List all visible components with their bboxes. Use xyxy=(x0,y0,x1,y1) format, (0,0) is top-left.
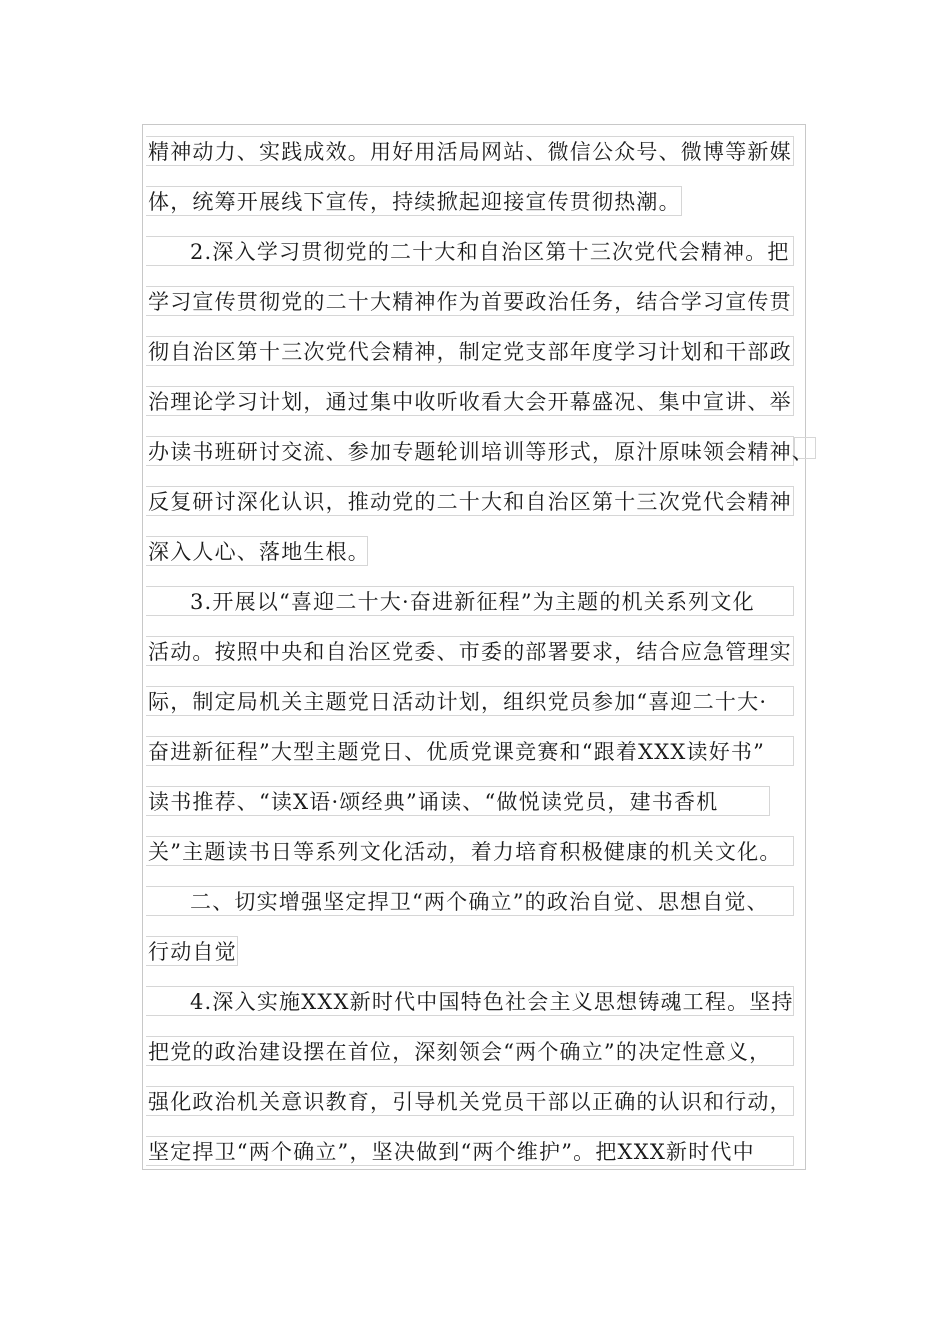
paragraph-start-line: 2.深入学习贯彻党的二十大和自治区第十三次党代会精神。把 xyxy=(146,236,794,266)
text-line: 彻自治区第十三次党代会精神，制定党支部年度学习计划和干部政 xyxy=(146,336,794,366)
text-line: 读书推荐、“读X语·颂经典”诵读、“做悦读党员，建书香机 xyxy=(146,786,770,816)
text-line: 精神动力、实践成效。用好用活局网站、微信公众号、微博等新媒 xyxy=(146,136,794,166)
text-line: 深入人心、落地生根。 xyxy=(146,536,368,566)
text-line: 奋进新征程”大型主题党日、优质党课竞赛和“跟着XXX读好书” xyxy=(146,736,794,766)
text-line: 体，统筹开展线下宣传，持续掀起迎接宣传贯彻热潮。 xyxy=(146,186,682,216)
text-line: 关”主题读书日等系列文化活动，着力培育积极健康的机关文化。 xyxy=(146,836,794,866)
paragraph-start-line: 3.开展以“喜迎二十大·奋进新征程”为主题的机关系列文化 xyxy=(146,586,794,616)
section-heading-line: 二、切实增强坚定捍卫“两个确立”的政治自觉、思想自觉、 xyxy=(146,886,794,916)
text-line: 反复研讨深化认识，推动党的二十大和自治区第十三次党代会精神 xyxy=(146,486,794,516)
paragraph-start-line: 4.深入实施XXX新时代中国特色社会主义思想铸魂工程。坚持 xyxy=(146,986,794,1016)
text-line: 际，制定局机关主题党日活动计划，组织党员参加“喜迎二十大· xyxy=(146,686,794,716)
text-line: 强化政治机关意识教育，引导机关党员干部以正确的认识和行动， xyxy=(146,1086,794,1116)
text-line: 把党的政治建设摆在首位，深刻领会“两个确立”的决定性意义， xyxy=(146,1036,794,1066)
section-heading-line: 行动自觉 xyxy=(146,936,238,966)
text-line: 活动。按照中央和自治区党委、市委的部署要求，结合应急管理实 xyxy=(146,636,794,666)
text-line: 办读书班研讨交流、参加专题轮训培训等形式，原汁原味领会精神、 xyxy=(146,436,794,466)
text-line: 学习宣传贯彻党的二十大精神作为首要政治任务，结合学习宣传贯 xyxy=(146,286,794,316)
text-line: 坚定捍卫“两个确立”，坚决做到“两个维护”。把XXX新时代中 xyxy=(146,1136,794,1166)
text-line: 治理论学习计划，通过集中收听收看大会开幕盛况、集中宣讲、举 xyxy=(146,386,794,416)
